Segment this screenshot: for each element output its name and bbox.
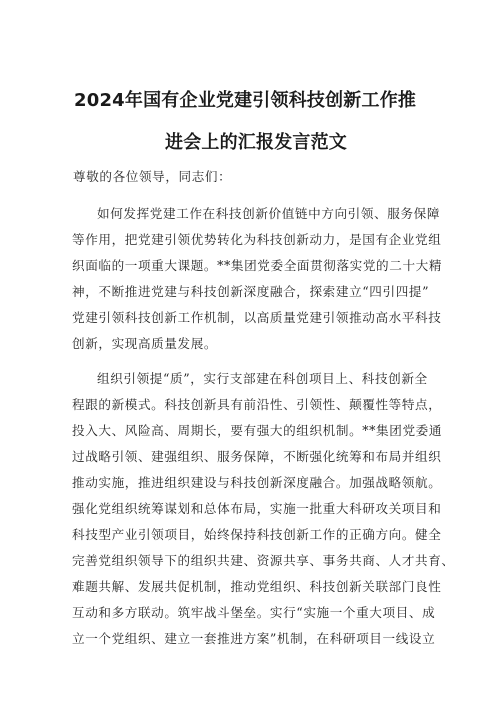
paragraph-line: 程跟的新模式。科技创新具有前沿性、引领性、颠覆性等特点， [72,397,442,412]
salutation: 尊敬的各位领导，同志们： [73,169,232,184]
paragraph-line: 完善党组织领导下的组织共建、资源共享、事务共商、人才共育、 [72,553,455,568]
paragraph-line: 组织引领提“质”，实行支部建在科创项目上、科技创新全 [97,371,428,386]
document-title-line-1: 2024年国有企业党建引领科技创新工作推 [74,90,417,111]
paragraph-line: 难题共解、发展共促机制，推动党组织、科技创新关联部门良性 [72,579,442,594]
paragraph-line: 织面临的一项重大课题。**集团党委全面贯彻落实党的二十大精 [72,258,443,273]
paragraph-line: 推动实施，推进组织建设与科技创新深度融合。加强战略领航。 [72,475,442,490]
paragraph-line: 科技型产业引领项目，始终保持科技创新工作的正确方向。健全 [72,527,442,542]
paragraph-line: 互动和多方联动。筑牢战斗堡垒。实行“实施一个重大项目、成 [72,605,436,620]
paragraph-line: 等作用，把党建引领优势转化为科技创新动力，是国有企业党组 [72,232,442,247]
paragraph-line: 投入大、风险高、周期长，要有强大的组织机制。**集团党委通 [72,423,443,438]
paragraph-line: 如何发挥党建工作在科技创新价值链中方向引领、服务保障 [97,206,441,221]
paragraph-line: 党建引领科技创新工作机制，以高质量党建引领推动高水平科技 [72,310,442,325]
paragraph-line: 强化党组织统筹谋划和总体布局，实施一批重大科研攻关项目和 [72,501,442,516]
paragraph-line: 创新，实现高质量发展。 [72,336,218,351]
paragraph-line: 立一个党组织、建立一套推进方案”机制，在科研项目一线设立 [72,631,436,646]
paragraph-line: 过战略引领、建强组织、服务保障，不断强化统筹和布局并组织 [72,449,442,464]
paragraph-line: 神，不断推进党建与科技创新深度融合，探索建立“四引四提” [72,284,430,299]
document-title-line-2: 进会上的汇报发言范文 [165,132,347,153]
